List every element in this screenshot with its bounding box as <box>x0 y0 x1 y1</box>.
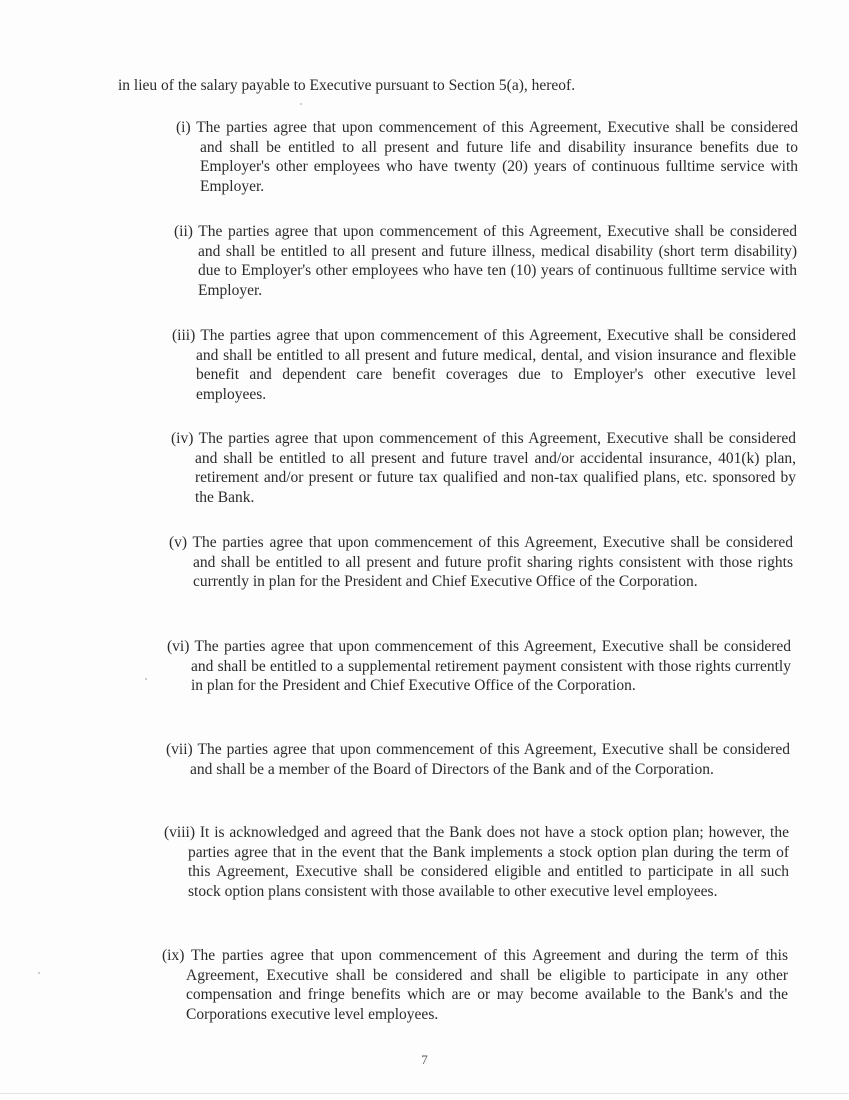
clause-number: (ix) <box>162 947 185 964</box>
clause-number: (v) <box>169 534 188 551</box>
clause-number: (ii) <box>174 223 193 240</box>
scan-speck <box>38 972 40 974</box>
clause-iii <box>172 326 796 404</box>
scan-speck <box>300 103 302 105</box>
clause-number: (iv) <box>171 430 194 447</box>
clause-text: The parties agree that upon commencement of this Agreement, Executive shall be considered and shall be entitled to a supplemental retirement payment consistent with those rights currently in plan for the President and Chief Executive Office of the Corporation. <box>191 638 791 694</box>
clause-text: The parties agree that upon commencement of this Agreement, Executive shall be considered and shall be a member of the Board of Directors of the Bank and of the Corporation. <box>190 741 790 778</box>
clause-viii <box>164 823 789 901</box>
clause-text: The parties agree that upon commencement of this Agreement, Executive shall be considered and shall be entitled to all present and future travel and/or accidental insurance, 401(k) plan, retirement and/or present or future tax qualified and non-tax qualified plans, etc. sponsored by the Bank. <box>195 430 796 506</box>
clause-vii <box>166 740 790 779</box>
clause-iv <box>171 429 796 507</box>
clause-number: (vi) <box>167 638 190 655</box>
scan-speck <box>145 678 147 680</box>
clause-ii <box>174 222 797 300</box>
clause-text: The parties agree that upon commencement of this Agreement, Executive shall be considered and shall be entitled to all present and future illness, medical disability (short term disability) due to Employer's other employees who have ten (10) years of continuous fulltime service with Employer. <box>198 223 797 299</box>
clause-number: (viii) <box>164 824 195 841</box>
page-number: 7 <box>421 1052 428 1067</box>
lead-paragraph: in lieu of the salary payable to Executive pursuant to Section 5(a), hereof. <box>118 77 576 94</box>
clause-number: (iii) <box>172 327 196 344</box>
clause-vi <box>167 637 791 696</box>
clause-text: The parties agree that upon commencement of this Agreement and during the term of this Agreement, Executive shall be considered and shall be eligible to participate in any other compensation and fringe benefits which are or may become available to the Bank's and the Corporations executive level employees. <box>186 947 788 1023</box>
clause-number: (vii) <box>166 741 193 758</box>
clause-v <box>169 533 793 592</box>
clause-text: The parties agree that upon commencement of this Agreement, Executive shall be considered and shall be entitled to all present and future life and disability insurance benefits due to Employer's other employees who have twenty (20) years of continuous fulltime service with Employer. <box>196 119 798 195</box>
clause-i <box>176 118 798 196</box>
clause-number: (i) <box>176 119 191 136</box>
page-edge-line <box>0 1093 849 1094</box>
clause-text: The parties agree that upon commencement of this Agreement, Executive shall be considered and shall be entitled to all present and future medical, dental, and vision insurance and flexible benefit and dependent care benefit coverages due to Employer's other executive level employees. <box>196 327 796 403</box>
clause-text: It is acknowledged and agreed that the Bank does not have a stock option plan; however, the parties agree that in the event that the Bank implements a stock option plan during the term of this Agreement, Executive shall be considered eligible and entitled to participate in all such stock option plans consistent with those available to other executive level employees. <box>188 824 789 900</box>
clause-text: The parties agree that upon commencement of this Agreement, Executive shall be considered and shall be entitled to all present and future profit sharing rights consistent with those rights currently in plan for the President and Chief Executive Office of the Corporation. <box>192 534 793 590</box>
clause-ix <box>162 946 788 1024</box>
